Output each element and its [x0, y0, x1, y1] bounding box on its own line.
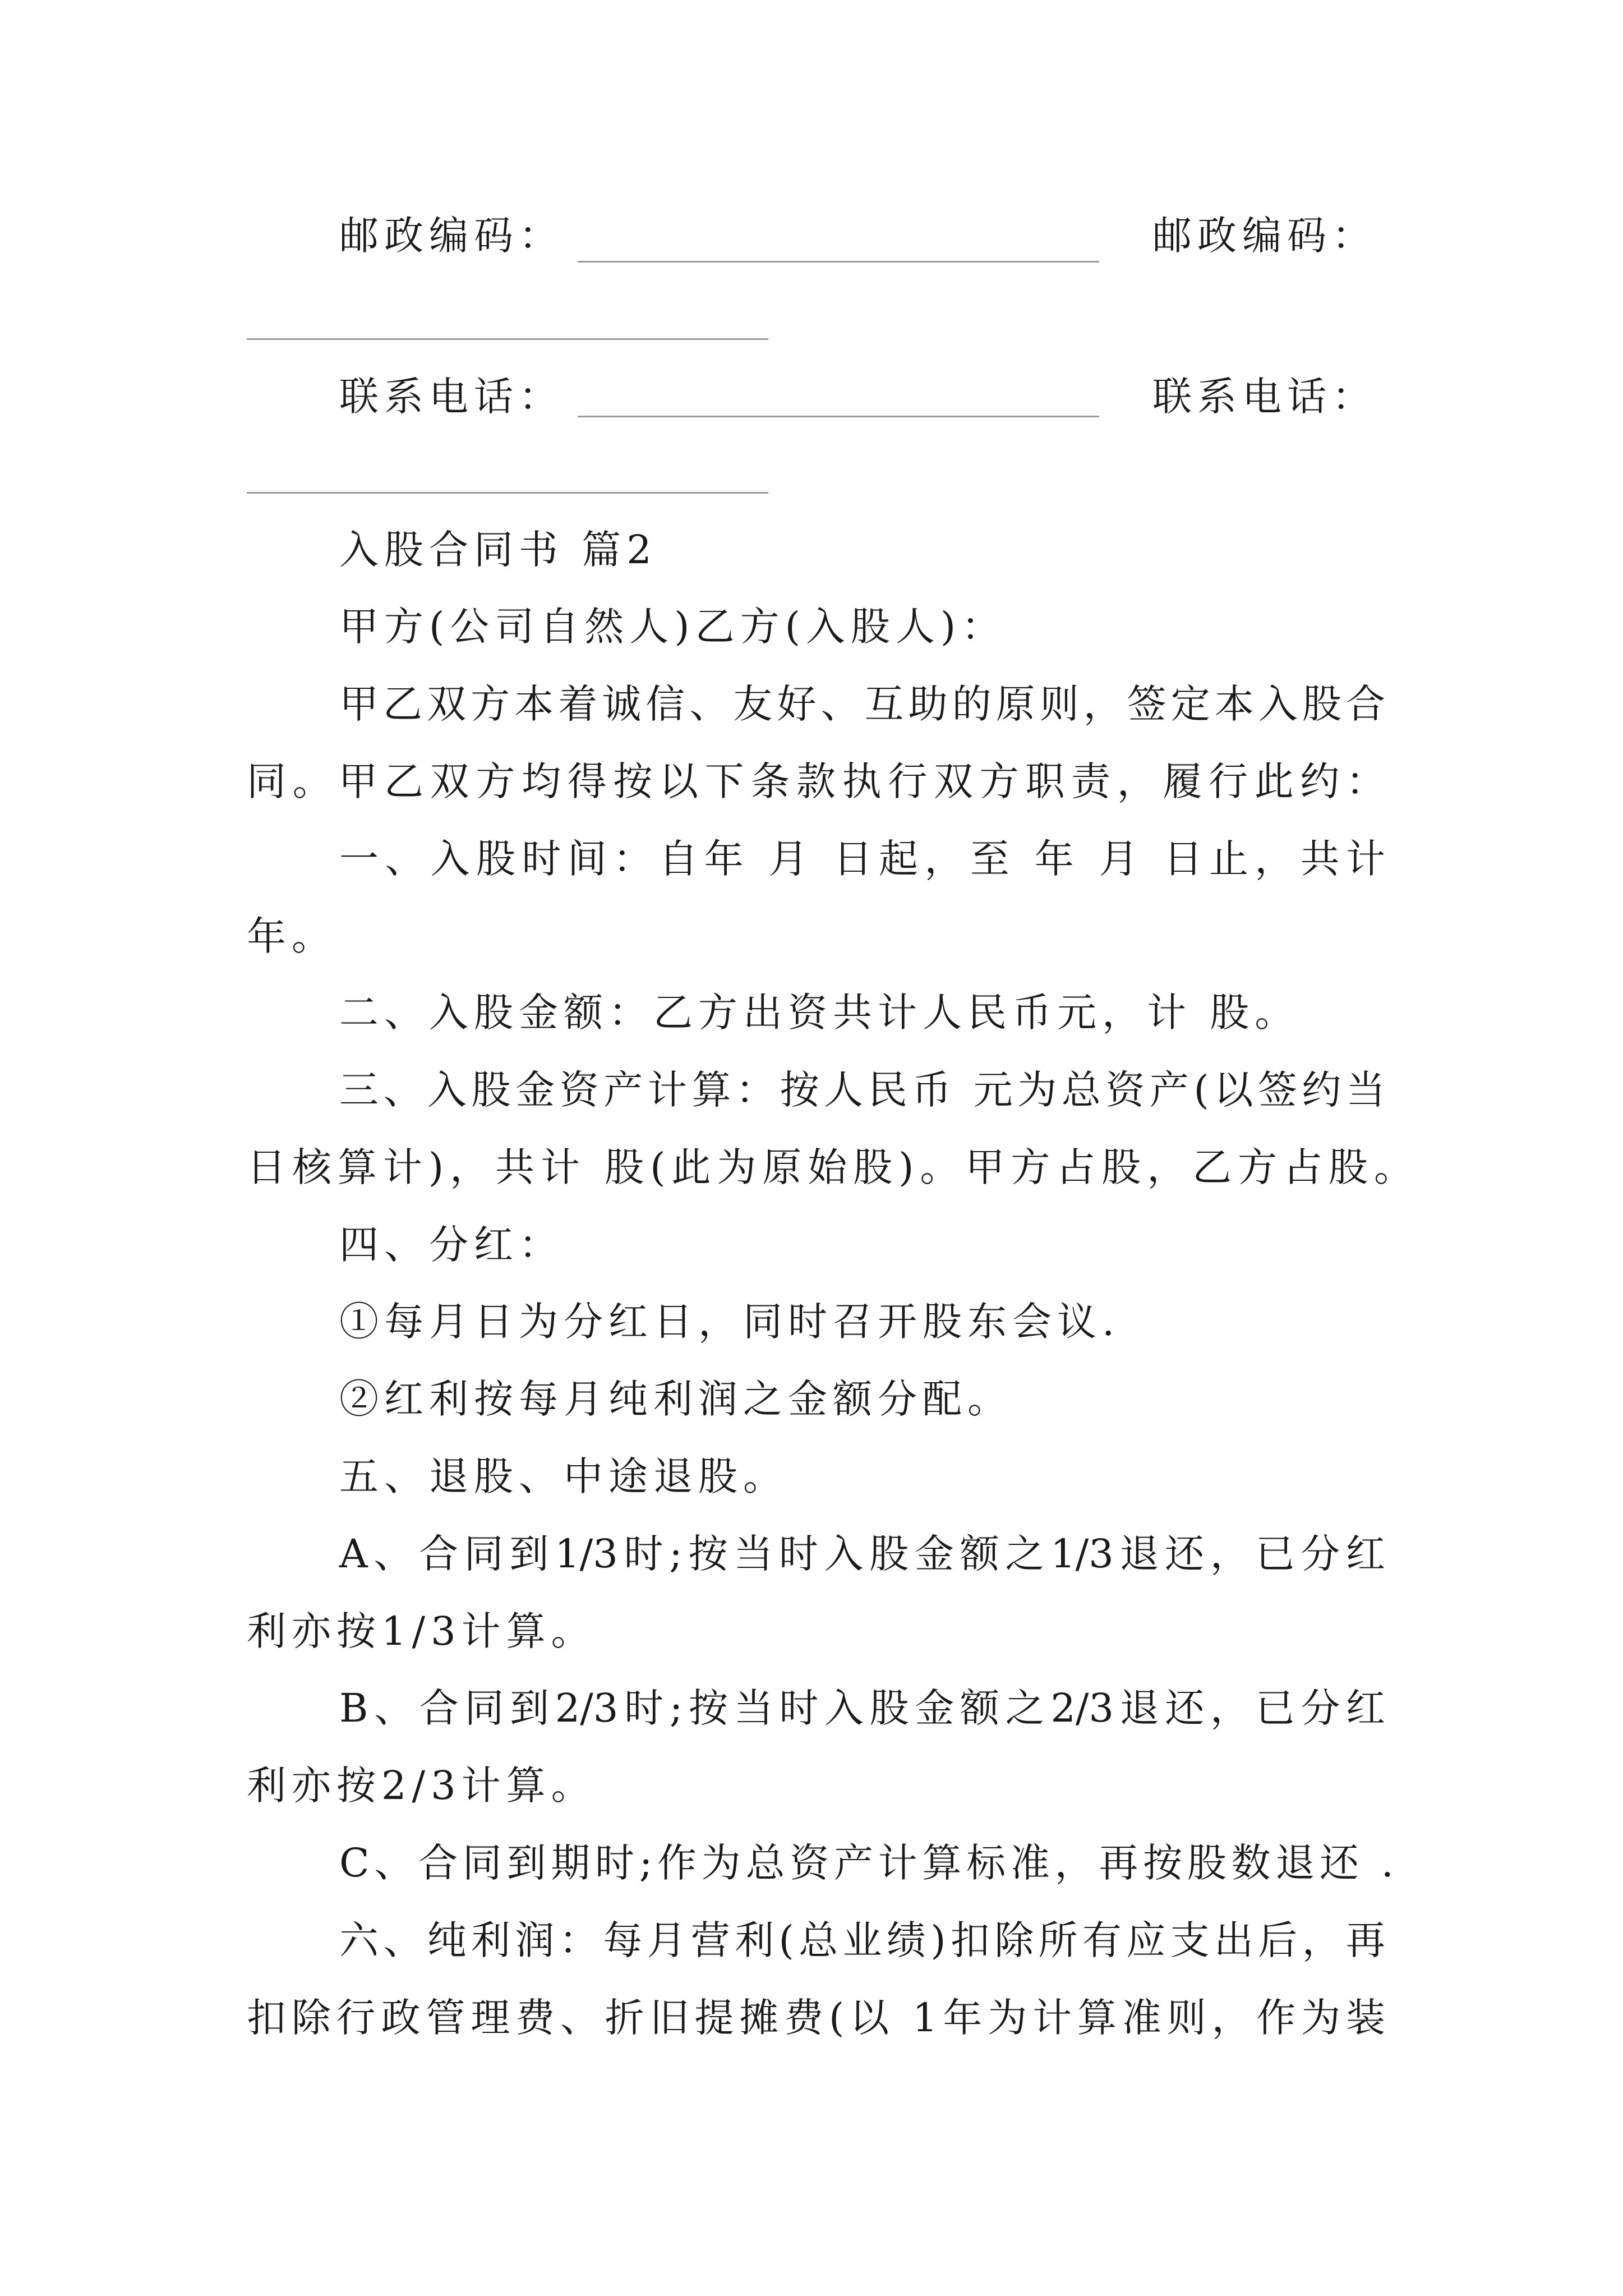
- clause-5-b-line-2: 利亦按2/3计算。: [247, 1763, 596, 1809]
- clause-5-a-line-1: A、合同到1/3时;按当时入股金额之1/3退还，已分红: [339, 1531, 1385, 1577]
- clause-1-line-2: 年。: [247, 913, 336, 959]
- phone-blank-party-a: [578, 416, 1099, 417]
- clause-5: 五、退股、中途退股。: [339, 1453, 788, 1499]
- postal-code-label-party-b: 邮政编码：: [1152, 213, 1377, 259]
- clause-4-item-1: ①每月日为分红日，同时召开股东会议.: [339, 1299, 1121, 1345]
- clause-5-c: C、合同到期时;作为总资产计算标准，再按股数退还 .: [339, 1840, 1394, 1886]
- phone-label-party-a: 联系电话：: [339, 374, 564, 420]
- clause-5-b-line-1: B、合同到2/3时;按当时入股金额之2/3退还，已分红: [339, 1685, 1385, 1731]
- postal-code-label-party-a: 邮政编码：: [339, 213, 564, 259]
- section-title: 入股合同书 篇2: [339, 527, 657, 573]
- phone-blank-party-b: [247, 492, 768, 494]
- clause-3-line-1: 三、入股金资产计算：按人民币 元为总资产(以签约当: [339, 1067, 1385, 1113]
- phone-label-party-b: 联系电话：: [1152, 374, 1377, 420]
- clause-5-a-line-2: 利亦按1/3计算。: [247, 1608, 596, 1654]
- intro-paragraph-line-2: 同。甲乙双方均得按以下条款执行双方职责，履行此约：: [247, 758, 1385, 804]
- postal-code-blank-party-a: [578, 261, 1099, 263]
- clause-1-line-1: 一、入股时间：自年 月 日起，至 年 月 日止，共计: [339, 836, 1385, 882]
- intro-paragraph-line-1: 甲乙双方本着诚信、友好、互助的原则，签定本入股合: [339, 681, 1385, 727]
- clause-4-item-2: ②红利按每月纯利润之金额分配。: [339, 1376, 1012, 1422]
- clause-2: 二、入股金额：乙方出资共计人民币元，计 股。: [339, 990, 1300, 1036]
- clause-6-line-1: 六、纯利润：每月营利(总业绩)扣除所有应支出后，再: [339, 1917, 1385, 1963]
- clause-4: 四、分红：: [339, 1222, 564, 1268]
- postal-code-blank-party-b: [247, 338, 768, 340]
- clause-3-line-2: 日核算计)，共计 股(此为原始股)。甲方占股，乙方占股。: [247, 1144, 1413, 1190]
- parties-line: 甲方(公司自然人)乙方(入股人)：: [339, 604, 1007, 650]
- clause-6-line-2: 扣除行政管理费、折旧提摊费(以 1年为计算准则，作为装: [247, 1995, 1385, 2041]
